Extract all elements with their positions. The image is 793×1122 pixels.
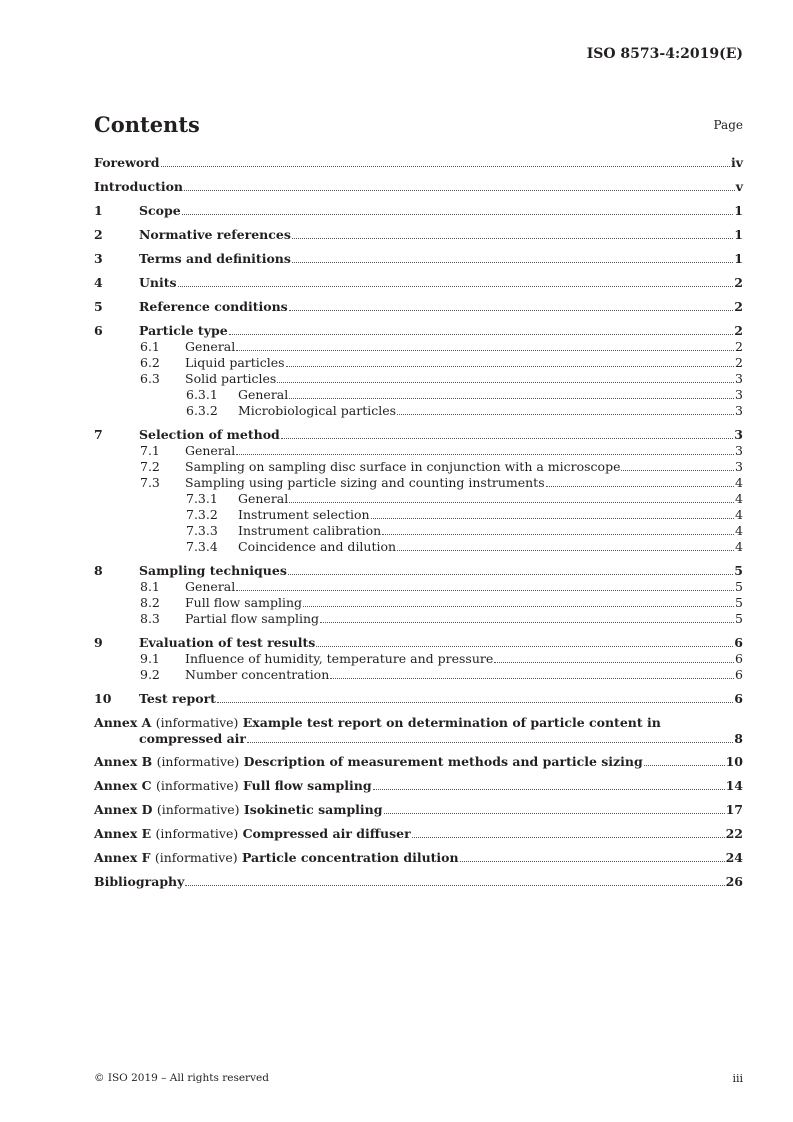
toc-entry-page: 22 xyxy=(725,826,743,841)
toc-entry-page: 3 xyxy=(735,371,743,386)
annex-type: (informative) xyxy=(156,754,240,769)
toc-entry-annex-b[interactable] xyxy=(94,754,743,770)
toc-entry-text: General xyxy=(185,579,236,594)
dot-leader xyxy=(178,286,734,287)
toc-entry-page: 26 xyxy=(725,874,743,889)
toc-entry-page: 3 xyxy=(735,403,743,418)
toc-entry-number: 8 xyxy=(94,563,103,578)
toc-entry-clause-6-2[interactable] xyxy=(140,355,743,371)
toc-entry-clause-6[interactable] xyxy=(94,323,743,339)
dot-leader xyxy=(161,166,730,167)
toc-entry-page: 4 xyxy=(735,539,743,554)
dot-leader xyxy=(494,662,734,663)
toc-entry-clause-7-3-1[interactable] xyxy=(186,491,743,507)
toc-entry-number: 7.3 xyxy=(140,475,160,490)
toc-entry-page: 6 xyxy=(734,691,743,706)
toc-entry-number: 8.2 xyxy=(140,595,160,610)
annex-label: Annex C xyxy=(94,778,152,793)
dot-leader xyxy=(412,837,725,838)
toc-entry-clause-3[interactable] xyxy=(94,251,743,267)
toc-entry-number: 3 xyxy=(94,251,103,266)
toc-entry-number: 10 xyxy=(94,691,112,706)
dot-leader xyxy=(236,350,734,351)
toc-entry-text: General xyxy=(238,491,289,506)
toc-entry-page: 1 xyxy=(734,203,743,218)
toc-entry-number: 9.2 xyxy=(140,667,160,682)
toc-entry-text: Particle type xyxy=(139,323,228,338)
toc-entry-clause-6-3[interactable] xyxy=(140,371,743,387)
dot-leader xyxy=(644,765,725,766)
dot-leader xyxy=(621,470,734,471)
toc-entry-page: 1 xyxy=(734,251,743,266)
toc-entry-clause-8-1[interactable] xyxy=(140,579,743,595)
dot-leader xyxy=(546,486,734,487)
toc-entry-number: 7.1 xyxy=(140,443,160,458)
toc-entry-clause-4[interactable] xyxy=(94,275,743,291)
toc-entry-number: 8.1 xyxy=(140,579,160,594)
toc-entry-text: Partial flow sampling xyxy=(185,611,320,626)
annex-label: Annex D xyxy=(94,802,153,817)
annex-label: Annex F xyxy=(94,850,151,865)
toc-entry-number: 6.3.2 xyxy=(186,403,218,418)
page-number: iii xyxy=(732,1072,743,1085)
dot-leader xyxy=(460,861,725,862)
toc-entry-number: 6 xyxy=(94,323,103,338)
toc-entry-number: 6.2 xyxy=(140,355,160,370)
toc-entry-clause-6-1[interactable] xyxy=(140,339,743,355)
toc-entry-text: Scope xyxy=(139,203,181,218)
toc-entry-page: 4 xyxy=(735,523,743,538)
toc-entry-clause-7-3-2[interactable] xyxy=(186,507,743,523)
dot-leader xyxy=(384,813,725,814)
toc-entry-clause-7-2[interactable] xyxy=(140,459,743,475)
annex-label: Annex B xyxy=(94,754,153,769)
table-of-contents xyxy=(94,155,743,890)
dot-leader xyxy=(303,606,734,607)
dot-leader xyxy=(320,622,734,623)
dot-leader xyxy=(289,502,734,503)
toc-entry-number: 7 xyxy=(94,427,103,442)
copyright-notice: © ISO 2019 – All rights reserved xyxy=(94,1072,269,1084)
toc-entry-number: 6.3 xyxy=(140,371,160,386)
toc-entry-number: 6.1 xyxy=(140,339,160,354)
annex-title: Isokinetic sampling xyxy=(243,802,383,817)
toc-entry-page: 3 xyxy=(735,459,743,474)
toc-entry-number: 6.3.1 xyxy=(186,387,218,402)
toc-entry-page: 3 xyxy=(735,387,743,402)
toc-entry-page: 1 xyxy=(734,227,743,242)
annex-label: Annex E xyxy=(94,826,152,841)
toc-entry-bibliography[interactable] xyxy=(94,874,743,890)
dot-leader xyxy=(236,454,734,455)
toc-entry-clause-9-2[interactable] xyxy=(140,667,743,683)
toc-entry-text: Sampling techniques xyxy=(139,563,287,578)
toc-entry-text: Sampling on sampling disc surface in conjunction with a microscope xyxy=(185,459,621,474)
toc-entry-page: 4 xyxy=(735,507,743,522)
toc-entry-clause-7-1[interactable] xyxy=(140,443,743,459)
toc-entry-number: 9.1 xyxy=(140,651,160,666)
toc-entry-text: Microbiological particles xyxy=(238,403,397,418)
toc-entry-text: Evaluation of test results xyxy=(139,635,316,650)
toc-entry-number: 7.3.4 xyxy=(186,539,218,554)
toc-entry-annex-e[interactable] xyxy=(94,826,743,842)
toc-entry-annex-c[interactable] xyxy=(94,778,743,794)
annex-title: Compressed air diffuser xyxy=(242,826,411,841)
toc-entry-page: 10 xyxy=(725,754,743,769)
dot-leader xyxy=(289,398,734,399)
toc-entry-page: 17 xyxy=(725,802,743,817)
dot-leader xyxy=(397,550,734,551)
dot-leader xyxy=(371,518,734,519)
dot-leader xyxy=(182,214,734,215)
toc-entry-text: Instrument selection xyxy=(238,507,370,522)
toc-entry-number: 8.3 xyxy=(140,611,160,626)
toc-entry-text: Foreword xyxy=(94,155,160,170)
toc-entry-clause-9[interactable] xyxy=(94,635,743,651)
toc-entry-text: Full flow sampling xyxy=(185,595,302,610)
annex-type: (informative) xyxy=(155,778,239,793)
toc-entry-number: 2 xyxy=(94,227,103,242)
dot-leader xyxy=(292,262,733,263)
annex-label: Annex A xyxy=(94,715,152,730)
toc-entry-page: v xyxy=(735,179,743,194)
toc-entry-page: 5 xyxy=(734,563,743,578)
toc-entry-number: 4 xyxy=(94,275,103,290)
toc-entry-text: Test report xyxy=(139,691,216,706)
toc-entry-text: Liquid particles xyxy=(185,355,285,370)
toc-entry-text: General xyxy=(185,339,236,354)
toc-entry-page: 14 xyxy=(725,778,743,793)
dot-leader xyxy=(184,190,735,191)
toc-entry-clause-7-3-4[interactable] xyxy=(186,539,743,555)
toc-entry-number: 7.3.2 xyxy=(186,507,218,522)
toc-entry-page: 24 xyxy=(725,850,743,865)
toc-entry-clause-8-2[interactable] xyxy=(140,595,743,611)
toc-entry-number: 1 xyxy=(94,203,103,218)
toc-entry-text: Normative references xyxy=(139,227,291,242)
toc-entry-page: 6 xyxy=(734,635,743,650)
toc-entry-page: 6 xyxy=(735,651,743,666)
dot-leader xyxy=(236,590,734,591)
toc-entry-clause-2[interactable] xyxy=(94,227,743,243)
dot-leader xyxy=(382,534,734,535)
toc-entry-page: 4 xyxy=(735,491,743,506)
toc-entry-clause-7-3-3[interactable] xyxy=(186,523,743,539)
toc-entry-text: General xyxy=(238,387,289,402)
toc-entry-text: Instrument calibration xyxy=(238,523,382,538)
toc-entry-text: Introduction xyxy=(94,179,184,194)
annex-type: (informative) xyxy=(154,850,238,865)
annex-title-continued: compressed air xyxy=(139,731,247,746)
toc-entry-clause-5[interactable] xyxy=(94,299,743,315)
toc-entry-page: 4 xyxy=(735,475,743,490)
dot-leader xyxy=(330,678,734,679)
toc-entry-text: Influence of humidity, temperature and pressure xyxy=(185,651,494,666)
toc-entry-page: 2 xyxy=(735,355,743,370)
toc-entry-page: 8 xyxy=(734,731,743,746)
annex-type: (informative) xyxy=(156,802,240,817)
annex-type: (informative) xyxy=(155,826,239,841)
dot-leader xyxy=(229,334,734,335)
annex-title: Full flow sampling xyxy=(243,778,372,793)
toc-entry-clause-1[interactable] xyxy=(94,203,743,219)
toc-entry-number: 5 xyxy=(94,299,103,314)
toc-entry-clause-6-3-1[interactable] xyxy=(186,387,743,403)
toc-entry-clause-8[interactable] xyxy=(94,563,743,579)
toc-entry-text: Terms and definitions xyxy=(139,251,291,266)
dot-leader xyxy=(217,702,733,703)
toc-entry-clause-8-3[interactable] xyxy=(140,611,743,627)
toc-entry-clause-7[interactable] xyxy=(94,427,743,443)
toc-entry-page: 5 xyxy=(735,595,743,610)
dot-leader xyxy=(281,438,734,439)
toc-entry-page: 2 xyxy=(734,275,743,290)
annex-type: (informative) xyxy=(155,715,239,730)
dot-leader xyxy=(286,366,734,367)
toc-entry-foreword[interactable] xyxy=(94,155,743,171)
dot-leader xyxy=(288,574,733,575)
toc-entry-text: Coincidence and dilution xyxy=(238,539,397,554)
toc-entry-page: 2 xyxy=(734,299,743,314)
toc-entry-page: 5 xyxy=(735,611,743,626)
toc-entry-text: Solid particles xyxy=(185,371,277,386)
toc-entry-page: 3 xyxy=(734,427,743,442)
toc-entry-page: 5 xyxy=(735,579,743,594)
toc-entry-text: Bibliography xyxy=(94,874,185,889)
toc-entry-text: Reference conditions xyxy=(139,299,288,314)
document-id: ISO 8573-4:2019(E) xyxy=(586,46,743,62)
dot-leader xyxy=(185,885,724,886)
dot-leader xyxy=(397,414,734,415)
page-column-label: Page xyxy=(713,118,743,132)
toc-entry-annex-a[interactable] xyxy=(94,715,743,746)
toc-entry-clause-7-3[interactable] xyxy=(140,475,743,491)
annex-title: Description of measurement methods and particle sizing xyxy=(243,754,643,769)
dot-leader xyxy=(247,742,733,743)
dot-leader xyxy=(292,238,733,239)
annex-title: Particle concentration dilution xyxy=(241,850,459,865)
toc-entry-number: 7.3.3 xyxy=(186,523,218,538)
toc-entry-introduction[interactable] xyxy=(94,179,743,195)
toc-entry-clause-9-1[interactable] xyxy=(140,651,743,667)
toc-title: Contents xyxy=(94,112,200,137)
dot-leader xyxy=(277,382,734,383)
toc-entry-text: General xyxy=(185,443,236,458)
toc-entry-page: 2 xyxy=(734,323,743,338)
toc-entry-number: 9 xyxy=(94,635,103,650)
dot-leader xyxy=(373,789,725,790)
toc-entry-annex-d[interactable] xyxy=(94,802,743,818)
toc-entry-number: 7.2 xyxy=(140,459,160,474)
toc-entry-text: Selection of method xyxy=(139,427,280,442)
dot-leader xyxy=(289,310,734,311)
toc-entry-text: Sampling using particle sizing and counting instruments xyxy=(185,475,545,490)
toc-entry-clause-10[interactable] xyxy=(94,691,743,707)
annex-title: Example test report on determination of particle content in xyxy=(242,715,661,730)
toc-entry-page: iv xyxy=(730,155,743,170)
toc-entry-page: 6 xyxy=(735,667,743,682)
toc-entry-page: 2 xyxy=(735,339,743,354)
toc-entry-clause-6-3-2[interactable] xyxy=(186,403,743,419)
toc-entry-number: 7.3.1 xyxy=(186,491,218,506)
toc-entry-page: 3 xyxy=(735,443,743,458)
toc-entry-annex-f[interactable] xyxy=(94,850,743,866)
toc-entry-text: Number concentration xyxy=(185,667,330,682)
dot-leader xyxy=(316,646,733,647)
toc-entry-text: Units xyxy=(139,275,177,290)
